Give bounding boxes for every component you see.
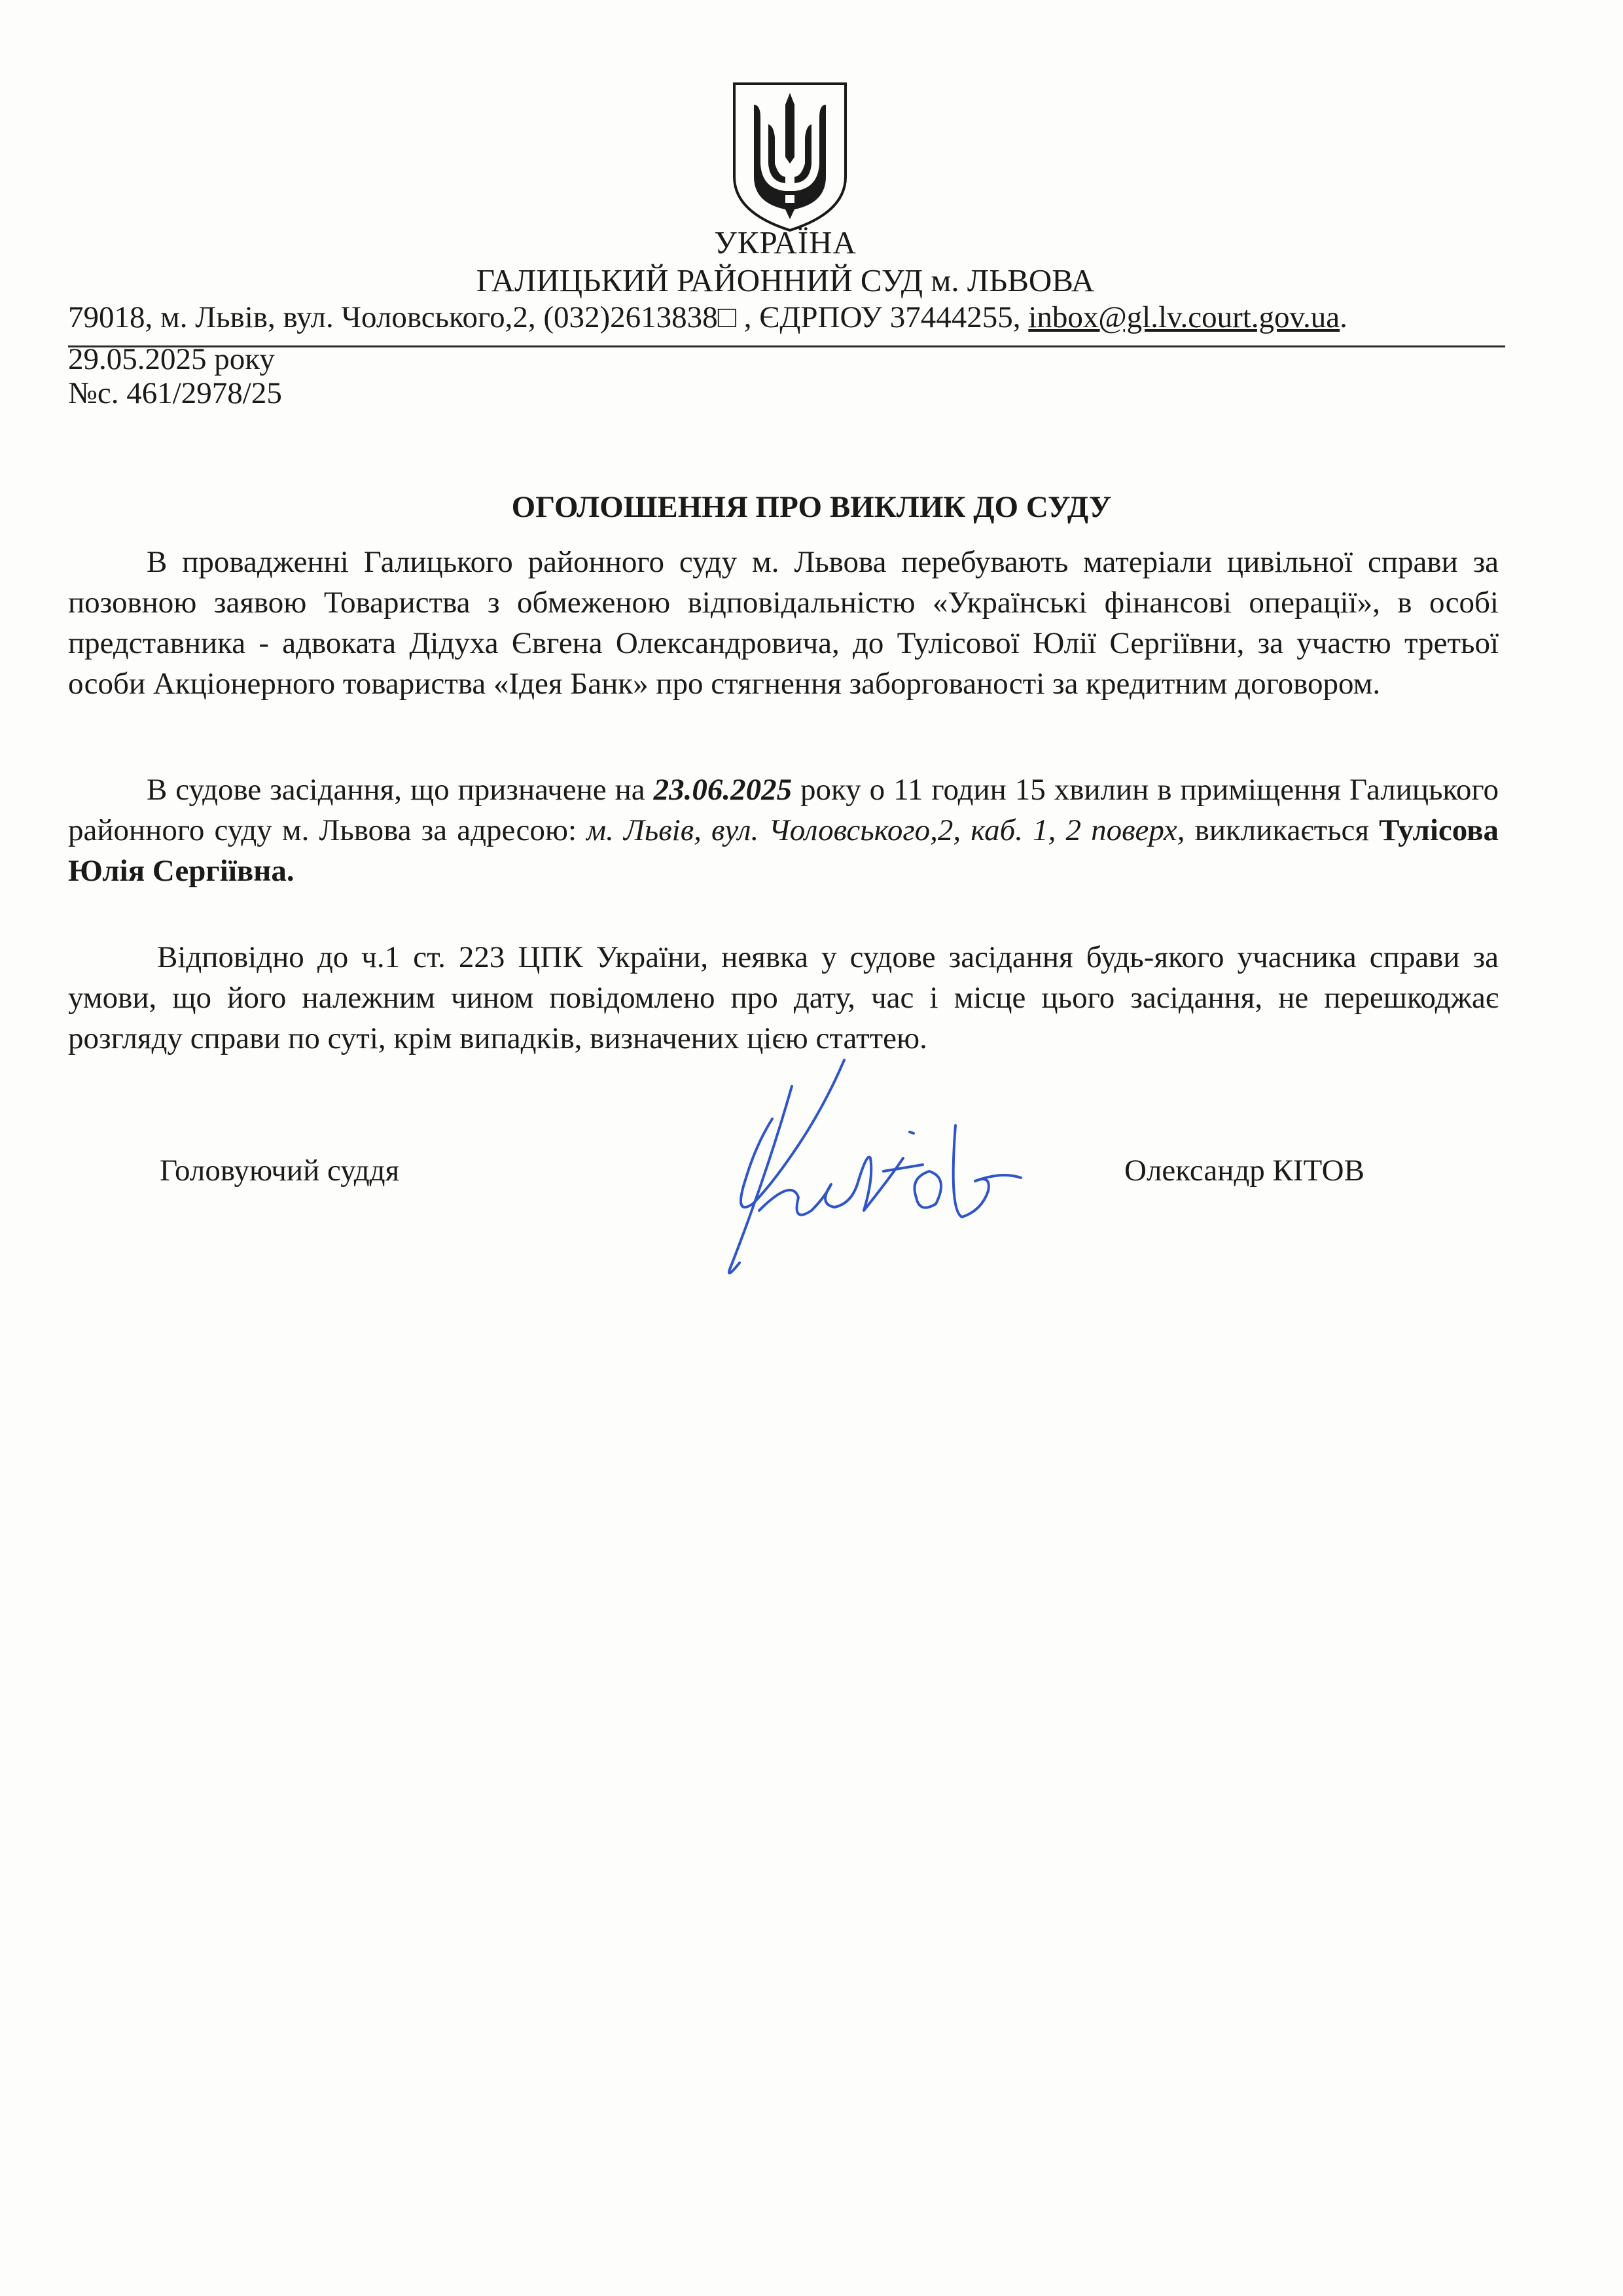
address-suffix: . xyxy=(1340,300,1347,334)
summoned-person: Тулісова Юлія Сергіївна. xyxy=(68,813,1499,888)
court-email-link[interactable]: inbox@gl.lv.court.gov.ua xyxy=(1028,300,1340,334)
country-heading: УКРАЇНА xyxy=(714,224,857,260)
handwritten-signature xyxy=(694,1047,1034,1296)
coat-of-arms-icon xyxy=(728,79,852,236)
hearing-text-c: викликається xyxy=(1185,813,1380,847)
header-divider xyxy=(68,345,1505,347)
paragraph-hearing xyxy=(68,769,1499,891)
court-heading: ГАЛИЦЬКИЙ РАЙОННИЙ СУД м. ЛЬВОВА xyxy=(476,262,1095,298)
judge-role: Головуючий суддя xyxy=(160,1154,400,1188)
hearing-place: м. Львів, вул. Чоловського,2, каб. 1, 2 поверх, xyxy=(586,813,1185,847)
hearing-text-a: В судове засідання, що призначене на xyxy=(147,773,654,807)
case-number: №с. 461/2978/25 xyxy=(68,376,282,410)
judge-name: Олександр КІТОВ xyxy=(1124,1154,1364,1188)
paragraph-legal-note: Відповідно до ч.1 ст. 223 ЦПК України, неявка у судове засідання будь-якого учасника справи за умови, що його належним чином повідомлено про дату, час і місце цього засідання, не перешкоджає розгляду справи по суті, крім випадків, визначених цією статтею. xyxy=(68,940,1499,1055)
hearing-date: 23.06.2025 xyxy=(653,773,793,807)
hearing-text-b: року о 11 годин 15 хвилин в приміщення Галицького районного суду м. Львова за адресою: xyxy=(68,773,1499,847)
document-date: 29.05.2025 року xyxy=(68,342,275,376)
document-title: ОГОЛОШЕННЯ ПРО ВИКЛИК ДО СУДУ xyxy=(511,490,1112,524)
court-address xyxy=(68,300,1508,335)
address-text: 79018, м. Львів, вул. Чоловського,2, (032)2613838□ , ЄДРПОУ 37444255, xyxy=(68,300,1029,334)
paragraph-case-info: В провадженні Галицького районного суду м. Львова перебувають матеріали цивільної справи за позовною заявою Товариства з обмеженою відповідальністю «Українські фінансові операції», в особі представника - адвоката Дідуха Євгена Олександровича, до Тулісової Юлії Сергіївни, за участю третьої особи Акціонерного товариства «Ідея Банк» про стягнення заборгованості за кредитним договором. xyxy=(68,545,1499,701)
